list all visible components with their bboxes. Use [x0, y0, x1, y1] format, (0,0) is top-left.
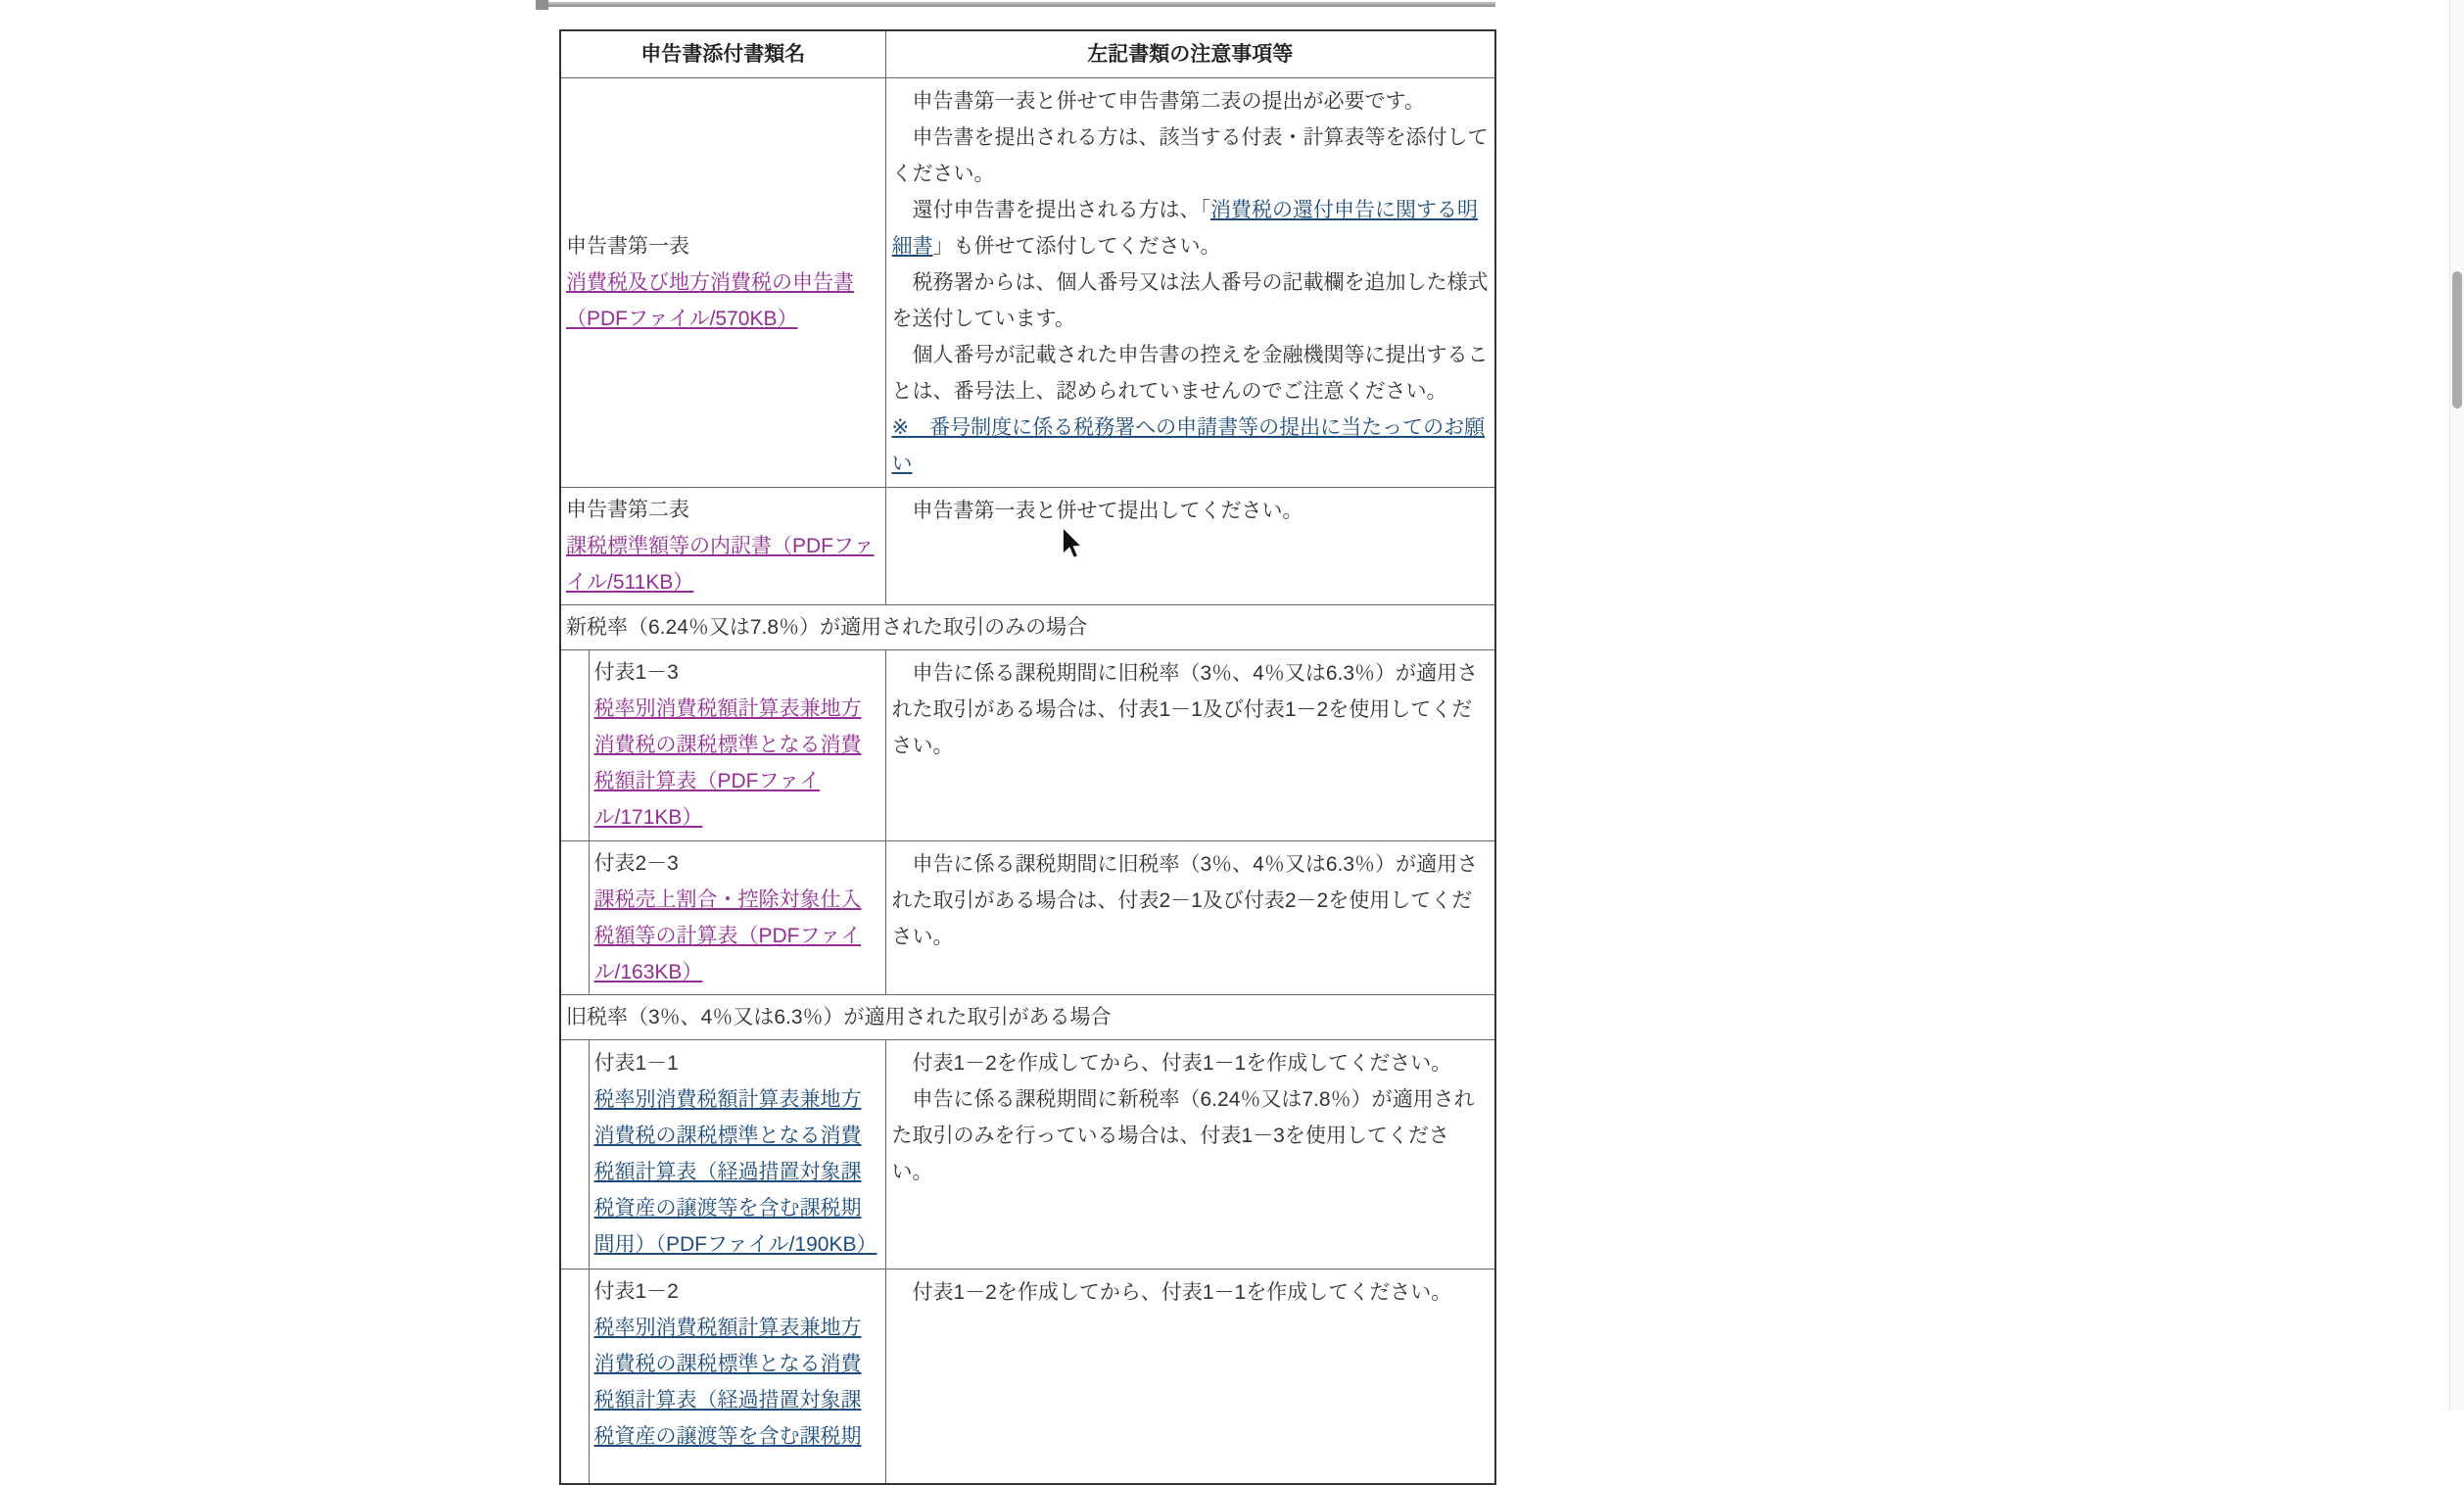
notes-cell — [885, 1269, 1495, 1484]
doc-title: 付表1－2 — [593, 1279, 679, 1303]
notes-cell — [885, 77, 1495, 487]
top-divider-line — [538, 2, 1495, 7]
doc-link-line — [594, 1081, 880, 1263]
notes-cell — [885, 1039, 1495, 1269]
doc-link-line — [594, 691, 880, 836]
doc-title: 申告書第二表 — [566, 498, 689, 521]
table-row — [560, 1269, 1495, 1484]
pdf-link-fuhyo2-3[interactable]: 課税売上割合・控除対象仕入税額等の計算表（PDFファイル/163KB） — [593, 887, 862, 983]
attachment-documents-table — [559, 29, 1496, 1485]
attachment-documents-table-container — [559, 29, 1494, 1485]
notes-cell — [885, 649, 1495, 840]
table-row — [560, 487, 1495, 604]
note: 申告に係る課税期間に旧税率（3％、4％又は6.3％）が適用された取引がある場合は、付表2－1及び付表2－2を使用してください。 — [891, 852, 1479, 948]
doc-name-cell — [560, 487, 885, 604]
note-text: 還付申告書を提出される方は、「 — [912, 198, 1210, 221]
pdf-link-fuhyo1-3[interactable]: 税率別消費税額計算表兼地方消費税の課税標準となる消費税額計算表（PDFファイル/171KB） — [593, 697, 862, 829]
indent-cell — [560, 1039, 589, 1269]
doc-title: 付表2－3 — [593, 851, 679, 875]
table-row — [560, 77, 1495, 487]
doc-name-cell — [589, 1269, 885, 1484]
note: 申告に係る課税期間に新税率（6.24％又は7.8％）が適用された取引のみを行っている場合は、付表1－3を使用してください。 — [891, 1087, 1475, 1183]
refund-statement-link[interactable]: 消費税の還付申告に関する明細書 — [891, 198, 1478, 258]
table-header-doc-name: 申告書添付書類名 — [560, 30, 885, 77]
note: 付表1－2を作成してから、付表1－1を作成してください。 — [912, 1051, 1452, 1075]
note: 個人番号が記載された申告書の控えを金融機関等に提出することは、番号法上、認められていませんのでご注意ください。 — [891, 343, 1489, 403]
indent-cell — [560, 649, 589, 840]
pdf-link-shinkokusho-dai1hyo[interactable]: 消費税及び地方消費税の申告書（PDFファイル/570KB） — [566, 270, 854, 330]
table-header-notes: 左記書類の注意事項等 — [885, 30, 1495, 77]
note — [892, 192, 1490, 264]
table-row — [560, 649, 1495, 840]
scrollbar-thumb[interactable] — [2452, 271, 2462, 408]
table-header-row — [560, 30, 1495, 77]
note: 申告書を提出される方は、該当する付表・計算表等を添付してください。 — [891, 125, 1489, 185]
indent-cell — [560, 1269, 589, 1484]
doc-title: 付表1－3 — [593, 661, 679, 684]
note — [892, 409, 1490, 482]
table-row — [560, 1039, 1495, 1269]
doc-name-cell — [589, 840, 885, 994]
notes-cell — [885, 487, 1495, 604]
table-row — [560, 840, 1495, 994]
doc-link-line — [594, 1310, 880, 1455]
pdf-link-fuhyo1-2[interactable]: 税率別消費税額計算表兼地方消費税の課税標準となる消費税額計算表（経過措置対象課税資産の譲渡等を含む課税期 — [593, 1316, 862, 1448]
doc-link-line — [594, 882, 880, 990]
notes-cell — [885, 840, 1495, 994]
doc-title: 申告書第一表 — [566, 234, 689, 258]
pdf-link-fuhyo1-1[interactable]: 税率別消費税額計算表兼地方消費税の課税標準となる消費税額計算表（経過措置対象課税資産の譲渡等を含む課税期間用）（PDFファイル/190KB） — [593, 1088, 877, 1256]
doc-name-cell — [589, 649, 885, 840]
doc-link-line — [566, 264, 880, 337]
section-row — [560, 994, 1495, 1039]
section-header-new-rate: 新税率（6.24％又は7.8％）が適用された取引のみの場合 — [560, 604, 1495, 649]
note-text: 」も併せて添付してください。 — [932, 234, 1221, 258]
note: 申告書第一表と併せて申告書第二表の提出が必要です。 — [912, 89, 1425, 113]
section-row — [560, 604, 1495, 649]
note: 申告に係る課税期間に旧税率（3％、4％又は6.3％）が適用された取引がある場合は、付表1－1及び付表1－2を使用してください。 — [891, 661, 1479, 757]
top-divider-corner — [536, 0, 548, 10]
doc-title: 付表1－1 — [593, 1052, 679, 1075]
note: 申告書第一表と併せて提出してください。 — [912, 499, 1303, 522]
indent-cell — [560, 840, 589, 994]
note: 税務署からは、個人番号又は法人番号の記載欄を追加した様式を送付しています。 — [891, 270, 1489, 330]
scrollbar-track[interactable] — [2449, 0, 2464, 1411]
note: 付表1－2を作成してから、付表1－1を作成してください。 — [912, 1280, 1452, 1304]
doc-name-cell — [589, 1039, 885, 1269]
my-number-request-link[interactable]: ※ 番号制度に係る税務署への申請書等の提出に当たってのお願い — [891, 415, 1486, 475]
section-header-old-rate: 旧税率（3％、4％又は6.3％）が適用された取引がある場合 — [560, 994, 1495, 1039]
pdf-link-shinkokusho-dai2hyo[interactable]: 課税標準額等の内訳書（PDFファイル/511KB） — [566, 534, 875, 594]
doc-name-cell — [560, 77, 885, 487]
doc-link-line — [566, 528, 880, 600]
